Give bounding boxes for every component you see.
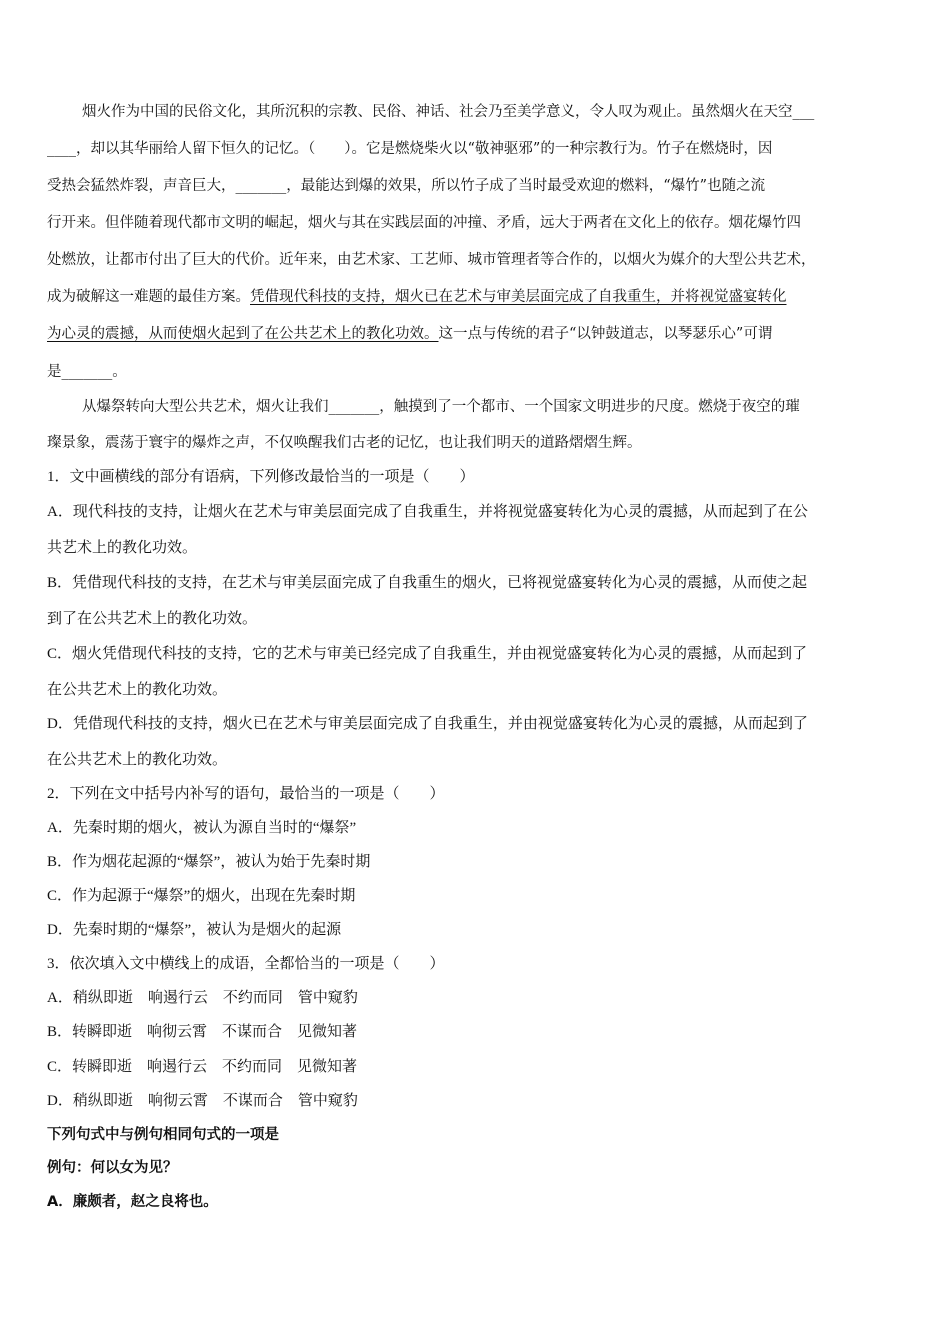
question-4-option-a: A．廉颇者，赵之良将也。 <box>47 1194 218 1210</box>
question-2-option-a: A．先秦时期的烟火，被认为源自当时的“爆祭” <box>47 820 357 836</box>
question-1-option-c-cont: 在公共艺术上的教化功效。 <box>47 682 228 698</box>
passage-line: 受热会猛然炸裂，声音巨大，_______，最能达到爆的效果，所以竹子成了当时最受欢迎的燃料，“爆竹”也随之流 <box>47 178 766 194</box>
question-2-stem: 2．下列在文中括号内补写的语句，最恰当的一项是（ ） <box>47 786 445 802</box>
question-3-option-c: C．转瞬即逝 响遏行云 不约而同 见微知著 <box>47 1059 358 1075</box>
passage-line: ____，却以其华丽给人留下恒久的记忆。（ ）。它是燃烧柴火以“敬神驱邪”的一种宗教行为。竹子在燃烧时，因 <box>47 141 773 157</box>
underlined-sentence: 为心灵的震撼，从而使烟火起到了在公共艺术上的教化功效。 <box>47 326 439 342</box>
passage-line: 烟火作为中国的民俗文化，其所沉积的宗教、民俗、神话、社会乃至美学意义，令人叹为观止。虽然烟火在天空___ <box>82 104 815 120</box>
question-1-option-d: D．凭借现代科技的支持，烟火已在艺术与审美层面完成了自我重生，并由视觉盛宴转化为心灵的震撼，从而起到了 <box>47 716 808 732</box>
question-2-option-b: B．作为烟花起源的“爆祭”，被认为始于先秦时期 <box>47 854 371 870</box>
question-2-option-c: C．作为起源于“爆祭”的烟火，出现在先秦时期 <box>47 888 356 904</box>
question-3-option-a: A．稍纵即逝 响遏行云 不约而同 管中窥豹 <box>47 990 358 1006</box>
question-1-stem: 1．文中画横线的部分有语病，下列修改最恰当的一项是（ ） <box>47 469 475 485</box>
question-3-stem: 3．依次填入文中横线上的成语，全都恰当的一项是（ ） <box>47 956 445 972</box>
question-3-option-d: D．稍纵即逝 响彻云霄 不谋而合 管中窥豹 <box>47 1093 358 1109</box>
passage-line <box>47 324 772 344</box>
underlined-sentence: 凭借现代科技的支持，烟火已在艺术与审美层面完成了自我重生，并将视觉盛宴转化 <box>250 289 787 305</box>
passage-text: 这一点与传统的君子“以钟鼓道志，以琴瑟乐心”可谓 <box>438 326 773 342</box>
passage-line: 是_______。 <box>47 364 127 380</box>
question-1-option-c: C．烟火凭借现代科技的支持，它的艺术与审美已经完成了自我重生，并由视觉盛宴转化为心灵的震撼，从而起到了 <box>47 646 808 662</box>
question-1-option-a: A．现代科技的支持，让烟火在艺术与审美层面完成了自我重生，并将视觉盛宴转化为心灵的震撼，从而起到了在公 <box>47 504 808 520</box>
passage-line: 璨景象，震荡于寰宇的爆炸之声，不仅唤醒我们古老的记忆，也让我们明天的道路熠熠生辉。 <box>47 435 642 451</box>
question-1-option-a-cont: 共艺术上的教化功效。 <box>47 540 198 556</box>
question-4-stem: 下列句式中与例句相同句式的一项是 <box>47 1127 279 1143</box>
question-1-option-b: B．凭借现代科技的支持，在艺术与审美层面完成了自我重生的烟火，已将视觉盛宴转化为心灵的震撼，从而使之起 <box>47 575 808 591</box>
passage-line: 从爆祭转向大型公共艺术，烟火让我们_______，触摸到了一个都市、一个国家文明进步的尺度。燃烧于夜空的璀 <box>82 399 800 415</box>
question-1-option-d-cont: 在公共艺术上的教化功效。 <box>47 752 228 768</box>
question-4-example: 例句：何以女为见？ <box>47 1160 178 1176</box>
passage-line: 处燃放，让都市付出了巨大的代价。近年来，由艺术家、工艺师、城市管理者等合作的，以烟火为媒介的大型公共艺术， <box>47 252 816 268</box>
passage-line <box>47 287 787 307</box>
passage-line: 行开来。但伴随着现代都市文明的崛起，烟火与其在实践层面的冲撞、矛盾，远大于两者在文化上的依存。烟花爆竹四 <box>47 215 801 231</box>
passage-text: 成为破解这一难题的最佳方案。 <box>47 289 250 305</box>
question-3-option-b: B．转瞬即逝 响彻云霄 不谋而合 见微知著 <box>47 1024 358 1040</box>
question-2-option-d: D．先秦时期的“爆祭”，被认为是烟火的起源 <box>47 922 342 938</box>
question-1-option-b-cont: 到了在公共艺术上的教化功效。 <box>47 611 258 627</box>
